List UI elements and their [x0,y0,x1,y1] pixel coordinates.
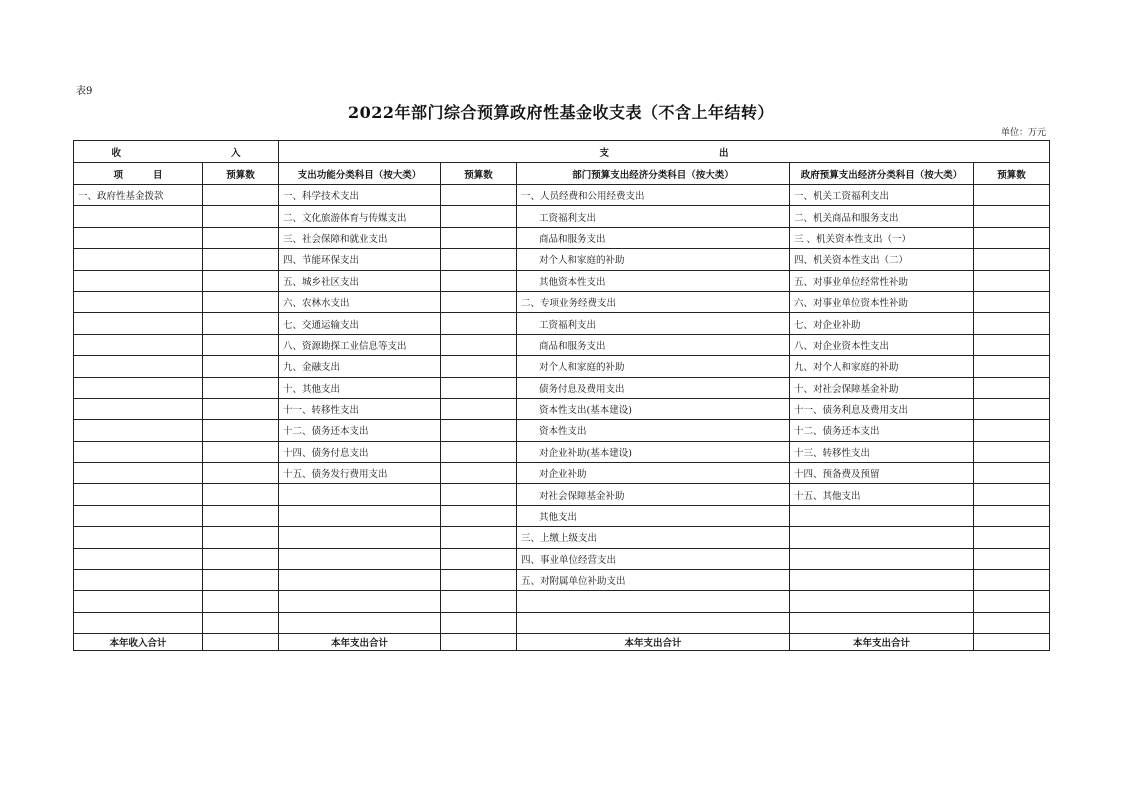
dept-item-cell: 资本性支出(基本建设) [517,398,790,419]
income-item-cell [74,270,203,291]
gov-item-cell [790,527,974,548]
func-budget-cell [441,420,517,441]
gov-item-cell: 十四、预备费及预留 [790,463,974,484]
gov-item-cell [790,591,974,612]
table-row [74,185,1050,206]
dept-item-cell: 四、事业单位经营支出 [517,548,790,569]
func-budget-cell [441,227,517,248]
dept-item-cell: 二、专项业务经费支出 [517,291,790,312]
dept-item-cell: 对个人和家庭的补助 [517,356,790,377]
gov-item-cell: 七、对企业补助 [790,313,974,334]
func-item-cell [279,527,441,548]
income-header-char2: 入 [231,147,241,159]
table-row [74,227,1050,248]
dept-class-header: 部门预算支出经济分类科目（按大类） [517,163,790,185]
table-row [74,505,1050,526]
income-item-cell [74,291,203,312]
gov-budget-header: 预算数 [974,163,1050,185]
func-item-cell: 五、城乡社区支出 [279,270,441,291]
func-item-cell [279,612,441,633]
table-row [74,591,1050,612]
gov-budget-cell [974,356,1050,377]
func-budget-cell [441,249,517,270]
income-item-cell [74,505,203,526]
table-row [74,291,1050,312]
func-budget-cell [441,313,517,334]
dept-item-cell [517,612,790,633]
gov-budget-cell [974,441,1050,462]
income-item-cell [74,356,203,377]
gov-total-value [974,634,1050,651]
dept-item-cell [517,591,790,612]
gov-budget-cell [974,463,1050,484]
table-row [74,548,1050,569]
income-item-cell [74,206,203,227]
gov-budget-cell [974,420,1050,441]
table-row [74,356,1050,377]
dept-item-cell: 五、对附属单位补助支出 [517,570,790,591]
func-item-cell [279,484,441,505]
gov-item-cell: 十二、债务还本支出 [790,420,974,441]
gov-total-label: 本年支出合计 [790,634,974,651]
dept-item-cell: 商品和服务支出 [517,227,790,248]
func-budget-header: 预算数 [441,163,517,185]
income-item-cell [74,441,203,462]
totals-row [74,634,1050,651]
income-budget-cell [203,313,279,334]
func-budget-cell [441,334,517,355]
income-budget-cell [203,398,279,419]
func-budget-cell [441,505,517,526]
func-budget-cell [441,377,517,398]
func-budget-cell [441,548,517,569]
func-item-cell [279,548,441,569]
func-item-cell [279,570,441,591]
income-item-cell [74,484,203,505]
budget-table [73,140,1050,651]
gov-class-header: 政府预算支出经济分类科目（按大类） [790,163,974,185]
income-item-cell [74,612,203,633]
func-item-cell: 三、社会保障和就业支出 [279,227,441,248]
gov-item-cell: 十五、其他支出 [790,484,974,505]
gov-item-cell: 九、对个人和家庭的补助 [790,356,974,377]
gov-budget-cell [974,334,1050,355]
unit-label: 单位：万元 [1000,128,1046,138]
func-item-cell: 四、节能环保支出 [279,249,441,270]
func-item-cell [279,591,441,612]
table-row [74,249,1050,270]
gov-budget-cell [974,591,1050,612]
table-row [74,377,1050,398]
income-budget-cell [203,463,279,484]
table-row [74,441,1050,462]
income-budget-cell [203,291,279,312]
gov-item-cell [790,570,974,591]
dept-item-cell: 对企业补助 [517,463,790,484]
func-item-cell: 八、资源勘探工业信息等支出 [279,334,441,355]
func-item-cell: 十、其他支出 [279,377,441,398]
dept-item-cell: 工资福利支出 [517,206,790,227]
func-item-cell: 七、交通运输支出 [279,313,441,334]
dept-item-cell: 对个人和家庭的补助 [517,249,790,270]
gov-item-cell: 十三、转移性支出 [790,441,974,462]
income-item-cell [74,227,203,248]
gov-item-cell: 三 、机关资本性支出（一） [790,227,974,248]
func-budget-cell [441,484,517,505]
table-row [74,313,1050,334]
income-budget-cell [203,441,279,462]
income-budget-cell [203,420,279,441]
income-budget-cell [203,548,279,569]
func-budget-cell [441,570,517,591]
dept-item-cell: 三、上缴上级支出 [517,527,790,548]
func-budget-cell [441,356,517,377]
func-budget-cell [441,527,517,548]
dept-item-cell: 资本性支出 [517,420,790,441]
func-budget-cell [441,291,517,312]
income-budget-cell [203,334,279,355]
func-budget-cell [441,463,517,484]
income-total-label: 本年收入合计 [74,634,203,651]
item-column-header [74,163,203,185]
func-item-cell: 十一、转移性支出 [279,398,441,419]
gov-item-cell: 一、机关工资福利支出 [790,185,974,206]
gov-budget-cell [974,377,1050,398]
dept-item-cell: 对企业补助(基本建设) [517,441,790,462]
gov-budget-cell [974,398,1050,419]
table-row [74,570,1050,591]
item-header-char1: 项 [113,169,123,181]
table-row [74,420,1050,441]
income-budget-cell [203,227,279,248]
gov-item-cell [790,548,974,569]
dept-item-cell: 一、人员经费和公用经费支出 [517,185,790,206]
gov-budget-cell [974,227,1050,248]
item-header-char2: 目 [153,169,163,181]
income-item-cell [74,570,203,591]
table-row [74,334,1050,355]
income-section-header [74,141,279,163]
dept-item-cell: 债务付息及费用支出 [517,377,790,398]
gov-item-cell: 二、机关商品和服务支出 [790,206,974,227]
func-budget-cell [441,612,517,633]
gov-budget-cell [974,291,1050,312]
func-item-cell: 二、文化旅游体育与传媒支出 [279,206,441,227]
table-row [74,206,1050,227]
income-item-cell: 一、政府性基金拨款 [74,185,203,206]
income-header-char1: 收 [111,147,121,159]
func-budget-cell [441,185,517,206]
gov-item-cell [790,612,974,633]
gov-budget-cell [974,185,1050,206]
func-total-value [441,634,517,651]
func-total-label: 本年支出合计 [279,634,441,651]
income-total-value [203,634,279,651]
func-item-cell: 十五、债务发行费用支出 [279,463,441,484]
income-item-cell [74,527,203,548]
expense-section-header [279,141,1050,163]
func-item-cell: 十二、债务还本支出 [279,420,441,441]
income-item-cell [74,548,203,569]
income-budget-cell [203,591,279,612]
dept-item-cell: 商品和服务支出 [517,334,790,355]
gov-budget-cell [974,270,1050,291]
gov-budget-cell [974,570,1050,591]
dept-item-cell: 工资福利支出 [517,313,790,334]
gov-budget-cell [974,612,1050,633]
func-item-cell [279,505,441,526]
income-budget-cell [203,270,279,291]
income-budget-cell [203,527,279,548]
func-budget-cell [441,270,517,291]
gov-budget-cell [974,313,1050,334]
gov-budget-cell [974,527,1050,548]
gov-item-cell: 八、对企业资本性支出 [790,334,974,355]
dept-item-cell: 对社会保障基金补助 [517,484,790,505]
table-row [74,527,1050,548]
income-item-cell [74,334,203,355]
func-item-cell: 六、农林水支出 [279,291,441,312]
gov-budget-cell [974,249,1050,270]
income-item-cell [74,377,203,398]
income-budget-cell [203,249,279,270]
income-item-cell [74,463,203,484]
table-number: 表9 [76,86,93,97]
income-item-cell [74,591,203,612]
income-item-cell [74,249,203,270]
dept-total-label: 本年支出合计 [517,634,790,651]
income-budget-cell [203,612,279,633]
gov-item-cell: 六、对事业单位资本性补助 [790,291,974,312]
gov-budget-cell [974,484,1050,505]
income-budget-cell [203,570,279,591]
income-budget-cell [203,356,279,377]
income-item-cell [74,420,203,441]
gov-item-cell: 四、机关资本性支出（二） [790,249,974,270]
table-row [74,612,1050,633]
func-item-cell: 一、科学技术支出 [279,185,441,206]
gov-budget-cell [974,548,1050,569]
func-budget-cell [441,591,517,612]
func-item-cell: 九、金融支出 [279,356,441,377]
gov-item-cell: 十一、债务利息及费用支出 [790,398,974,419]
table-body [74,185,1050,634]
gov-item-cell: 五、对事业单位经常性补助 [790,270,974,291]
gov-item-cell [790,505,974,526]
func-class-header: 支出功能分类科目（按大类） [279,163,441,185]
table-row [74,398,1050,419]
income-budget-header: 预算数 [203,163,279,185]
income-budget-cell [203,377,279,398]
table-row [74,463,1050,484]
func-budget-cell [441,206,517,227]
func-budget-cell [441,398,517,419]
income-budget-cell [203,505,279,526]
income-budget-cell [203,206,279,227]
page-title: 2022年部门综合预算政府性基金收支表（不含上年结转） [347,103,775,122]
table-row [74,484,1050,505]
income-item-cell [74,313,203,334]
expense-header-char2: 出 [719,147,729,159]
income-item-cell [74,398,203,419]
gov-budget-cell [974,505,1050,526]
func-item-cell: 十四、债务付息支出 [279,441,441,462]
gov-item-cell: 十、对社会保障基金补助 [790,377,974,398]
func-budget-cell [441,441,517,462]
dept-item-cell: 其他支出 [517,505,790,526]
table-row [74,270,1050,291]
gov-budget-cell [974,206,1050,227]
income-budget-cell [203,185,279,206]
income-budget-cell [203,484,279,505]
dept-item-cell: 其他资本性支出 [517,270,790,291]
expense-header-char1: 支 [599,147,610,159]
